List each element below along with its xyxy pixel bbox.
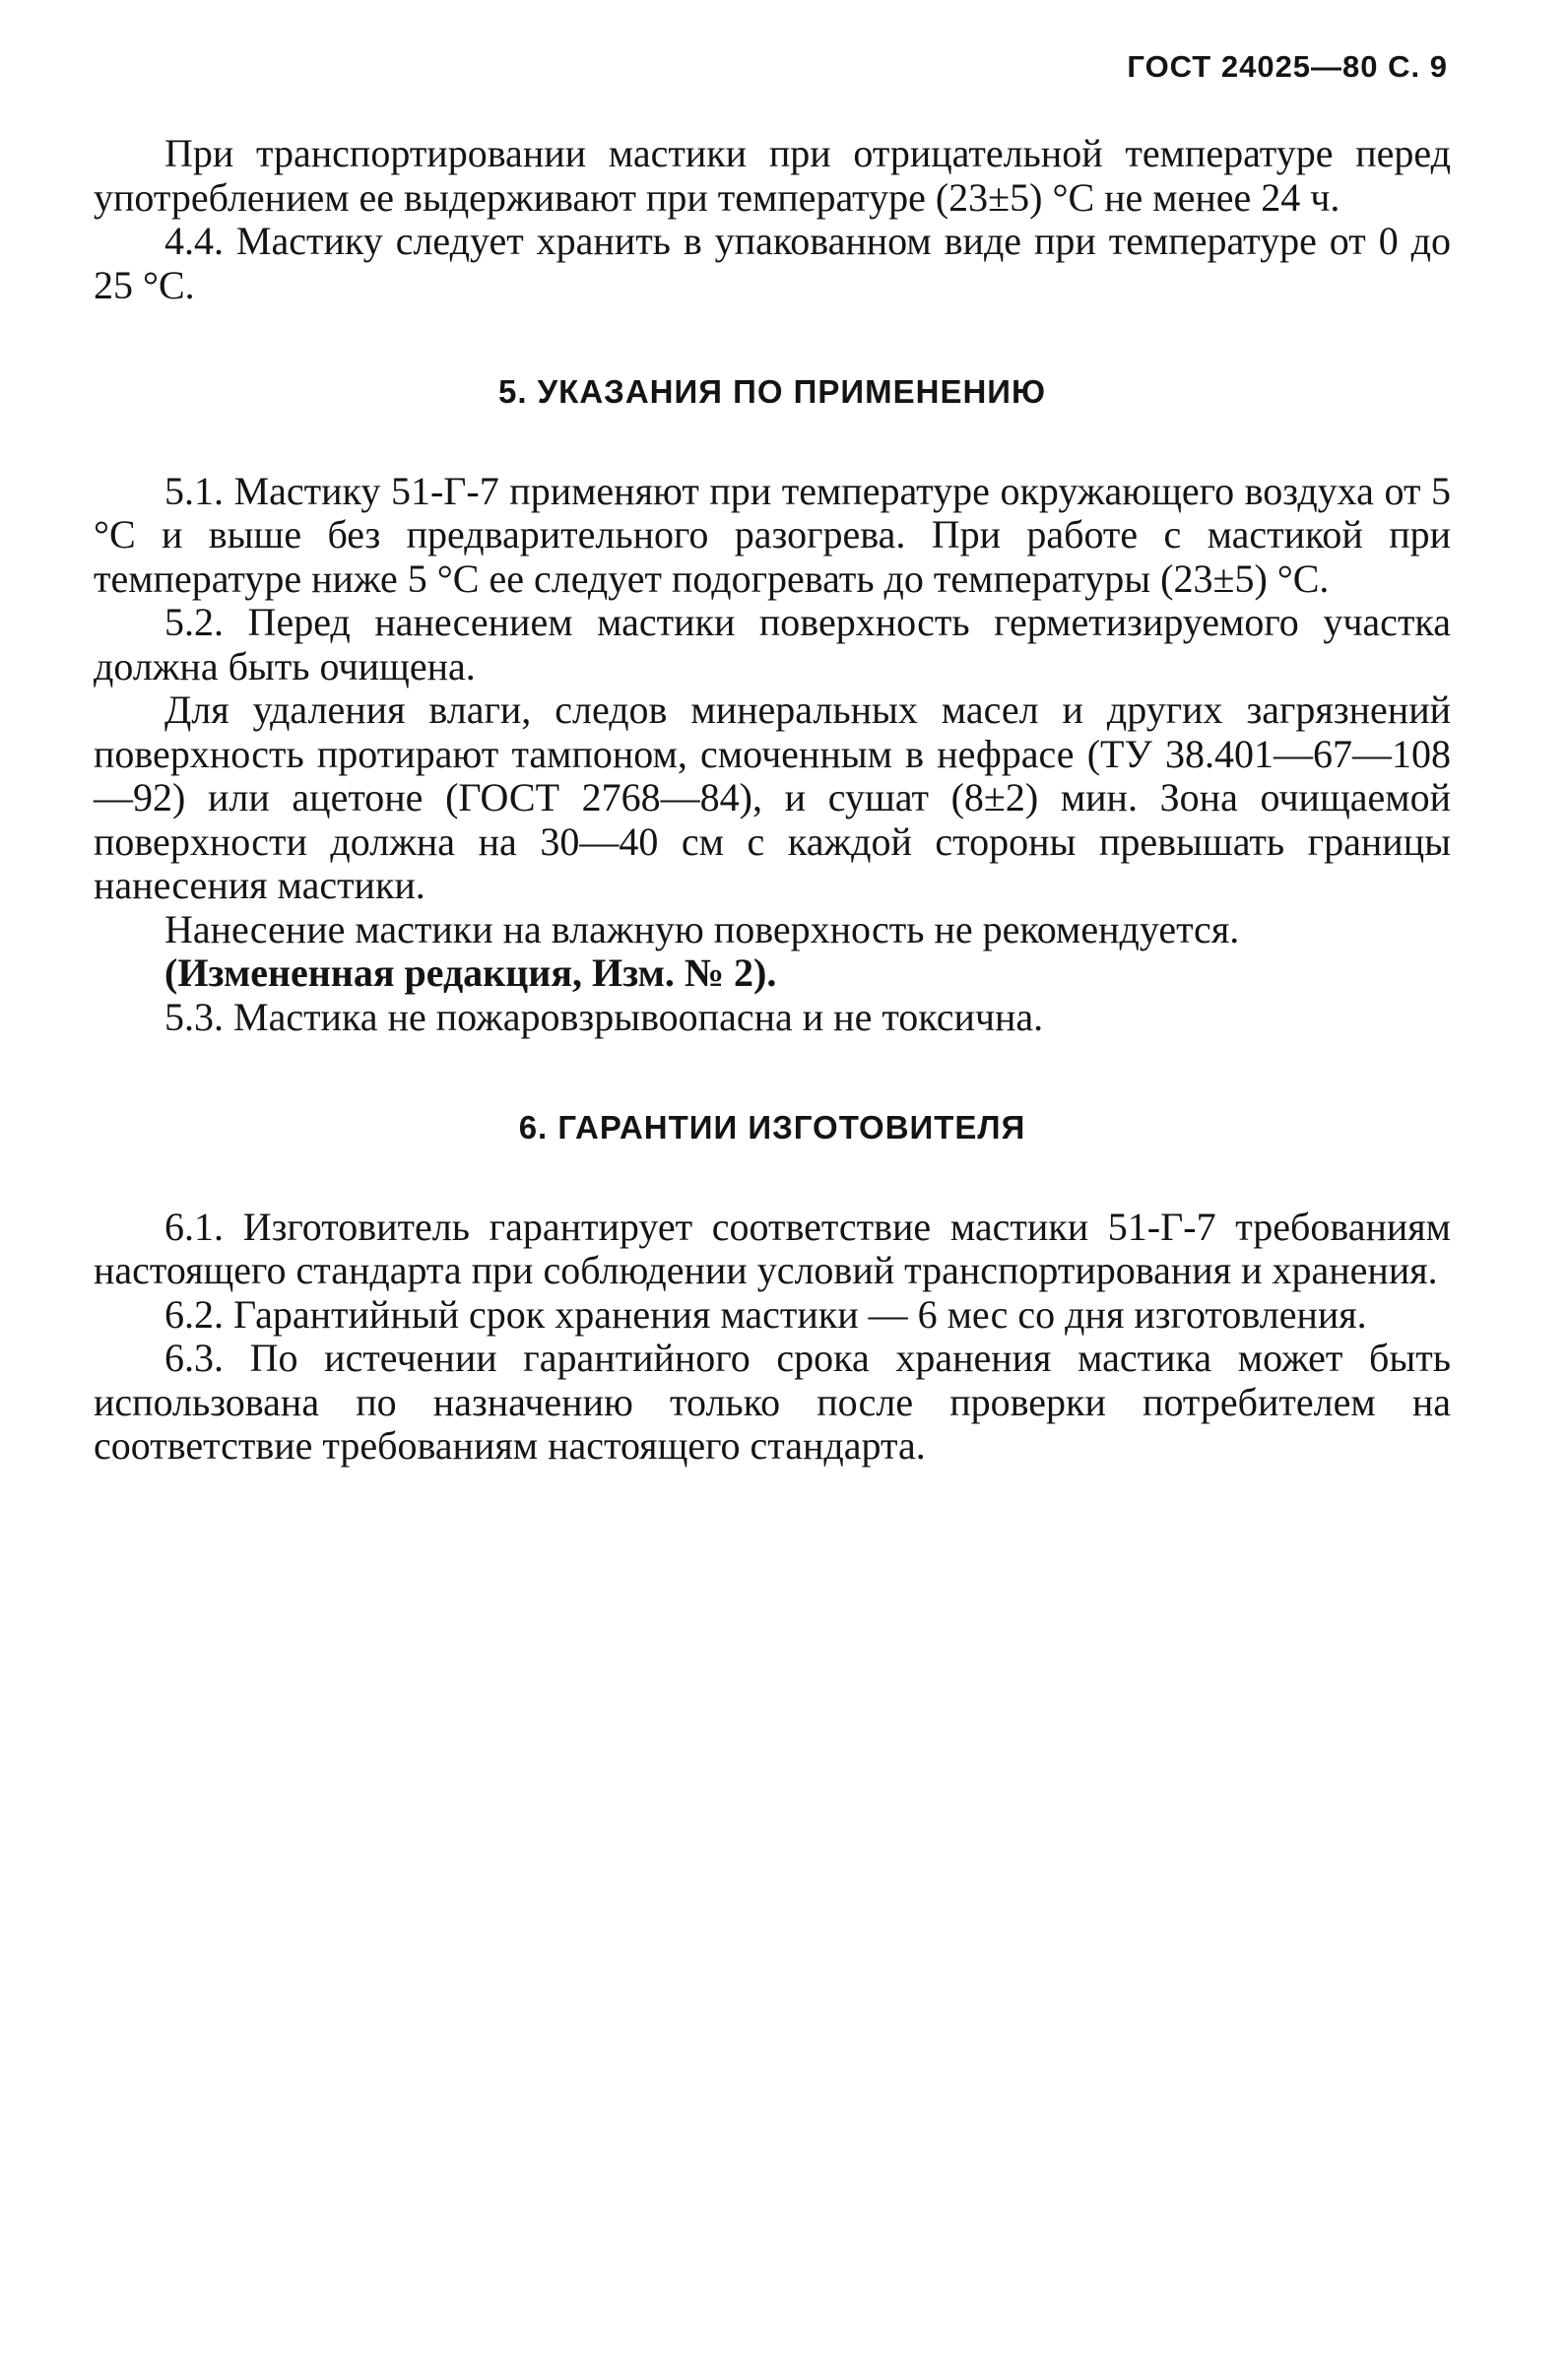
paragraph-4-4-storage: 4.4. Мастику следует хранить в упакованном виде при температуре от 0 до 25 °С. [94, 219, 1451, 307]
page-header: ГОСТ 24025—80 С. 9 [1127, 49, 1448, 84]
paragraph-wet-surface: Нанесение мастики на влажную поверхность не рекомендуется. [164, 906, 1240, 951]
document-body [94, 132, 1451, 1469]
paragraph-5-2: 5.2. Перед нанесением мастики поверхность герметизируемого участка должна быть очищена. [94, 600, 1451, 688]
paragraph-5-1: 5.1. Мастику 51-Г-7 применяют при температуре окружающего воздуха от 5 °С и выше без предварительного разогрева. При работе с мастикой при температуре ниже 5 °С ее следует подогревать до температуры (23±5) °С. [94, 468, 1451, 601]
amendment-note: (Измененная редакция, Изм. № 2). [164, 950, 777, 995]
paragraph-6-1: 6.1. Изготовитель гарантирует соответствие мастики 51-Г-7 требованиям настоящего стандарта при соблюдении условий транспортирования и хранения. [94, 1204, 1451, 1292]
paragraph-6-3: 6.3. По истечении гарантийного срока хранения мастика может быть использована по назначению только после проверки потребителем на соответствие требованиям настоящего стандарта. [94, 1336, 1451, 1468]
section-5-title: 5. УКАЗАНИЯ ПО ПРИМЕНЕНИЮ [497, 373, 1047, 410]
paragraph-5-3: 5.3. Мастика не пожаровзрывоопасна и не токсична. [164, 994, 1044, 1039]
paragraph-cleaning: Для удаления влаги, следов минеральных масел и других загрязнений поверхность протирают тампоном, смоченным в нефрасе (ТУ 38.401—67—108—92) или ацетоне (ГОСТ 2768—84), и сушат (8±2) мин. Зона очищаемой поверхности должна на 30—40 см с каждой стороны превышать границы нанесения мастики. [94, 687, 1451, 907]
paragraph-6-2: 6.2. Гарантийный срок хранения мастики — 6 мес со дня изготовления. [164, 1291, 1367, 1337]
paragraph-transport-negative-temp: При транспортировании мастики при отрицательной температуре перед употреблением ее выдерживают при температуре (23±5) °С не менее 24 ч. [94, 131, 1451, 220]
section-6-title: 6. ГАРАНТИИ ИЗГОТОВИТЕЛЯ [518, 1109, 1026, 1145]
